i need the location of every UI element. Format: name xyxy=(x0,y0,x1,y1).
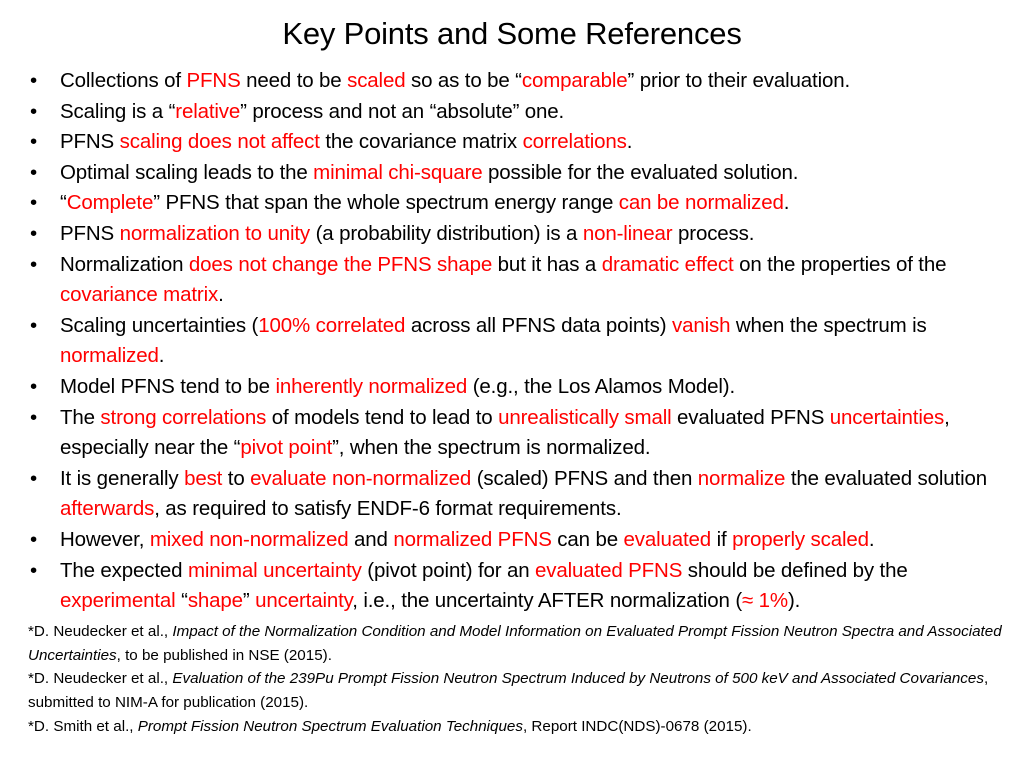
key-point-text: Normalization xyxy=(60,252,189,276)
highlighted-term: normalized PFNS xyxy=(393,527,552,551)
bullet-icon: • xyxy=(30,313,38,337)
highlighted-term: properly scaled xyxy=(732,527,869,551)
references-block xyxy=(28,620,1018,739)
key-point-text: across all PFNS data points) xyxy=(405,313,672,337)
bullet-icon: • xyxy=(30,191,38,215)
reference-text: , to be published in NSE (2015). xyxy=(116,646,332,664)
key-point-text: However, xyxy=(60,527,150,551)
key-point-text: but it has a xyxy=(492,252,602,276)
key-point-text: process. xyxy=(672,221,755,245)
key-point-item xyxy=(30,188,1020,219)
highlighted-term: uncertainties xyxy=(829,405,945,429)
key-point-text: ” xyxy=(242,589,256,613)
key-point-item xyxy=(30,66,1020,97)
key-point-text: . xyxy=(868,527,875,551)
highlighted-term: correlations xyxy=(522,130,627,154)
key-point-text: should be defined by the xyxy=(682,558,908,582)
highlighted-term: mixed non-normalized xyxy=(149,527,349,551)
key-point-item xyxy=(30,127,1020,158)
key-point-text: possible for the evaluated solution. xyxy=(482,160,799,184)
reference-title: Evaluation of the 239Pu Prompt Fission Neutron Spectrum Induced by Neutrons of 500 keV and Associated Covariances xyxy=(172,670,984,688)
key-point-item xyxy=(30,250,1020,311)
highlighted-term: evaluated PFNS xyxy=(535,558,683,582)
highlighted-term: relative xyxy=(175,99,241,123)
highlighted-term: inherently normalized xyxy=(275,374,468,398)
key-point-text: need to be xyxy=(240,69,348,92)
key-point-item xyxy=(30,97,1020,128)
key-point-text: . xyxy=(626,130,633,154)
highlighted-term: ≈ 1% xyxy=(742,589,788,613)
key-point-text: if xyxy=(711,527,733,551)
highlighted-term: pivot point xyxy=(240,436,333,460)
reference-item xyxy=(28,715,1018,739)
highlighted-term: dramatic effect xyxy=(601,252,734,276)
key-point-text: . xyxy=(218,283,224,307)
highlighted-term: shape xyxy=(187,589,243,613)
highlighted-term: comparable xyxy=(521,69,628,92)
key-point-item xyxy=(30,403,1020,464)
key-point-item xyxy=(30,464,1020,525)
highlighted-term: Complete xyxy=(66,191,154,215)
key-point-text: “ xyxy=(60,191,67,215)
highlighted-term: minimal chi-square xyxy=(313,160,483,184)
key-point-text: PFNS xyxy=(60,221,120,245)
bullet-icon: • xyxy=(30,405,38,429)
key-point-item xyxy=(30,372,1020,403)
highlighted-term: non-linear xyxy=(582,221,673,245)
reference-text: , submitted to NIM-A for publication (2015). xyxy=(28,670,989,712)
key-point-item xyxy=(30,219,1020,250)
highlighted-term: minimal uncertainty xyxy=(187,558,368,582)
key-point-text: . xyxy=(158,344,165,368)
key-point-text: Collections of xyxy=(60,69,187,92)
key-point-item xyxy=(30,525,1020,556)
key-point-text: ” prior to their evaluation. xyxy=(627,69,851,92)
key-point-text: and xyxy=(348,527,394,551)
key-point-item xyxy=(30,158,1020,189)
bullet-icon: • xyxy=(30,99,38,123)
key-point-text: , as required to satisfy ENDF-6 format requirements. xyxy=(154,497,622,521)
key-point-text: can be xyxy=(551,527,624,551)
reference-text: *D. Neudecker et al., xyxy=(28,670,173,688)
key-point-text: It is generally xyxy=(60,466,185,490)
key-point-text: when the spectrum is xyxy=(730,313,927,337)
highlighted-term: uncertainty xyxy=(255,589,353,613)
key-point-text: Scaling is a “ xyxy=(60,99,176,123)
highlighted-term: 100% correlated xyxy=(258,313,406,337)
key-point-text: (pivot point) for an xyxy=(367,558,536,582)
key-point-text: (scaled) PFNS and then xyxy=(471,466,698,490)
key-point-text: (a probability distribution) is a xyxy=(310,221,583,245)
key-point-text: ”, when the spectrum is normalized. xyxy=(332,436,651,460)
key-point-text: The expected xyxy=(60,558,188,582)
key-point-text: the evaluated solution xyxy=(785,466,987,490)
highlighted-term: can be normalized xyxy=(618,191,784,215)
highlighted-term: experimental xyxy=(60,589,176,613)
reference-title: Prompt Fission Neutron Spectrum Evaluation Techniques xyxy=(137,717,523,735)
key-point-text: Scaling uncertainties ( xyxy=(60,313,259,337)
highlighted-term: best xyxy=(184,466,223,490)
highlighted-term: evaluated xyxy=(623,527,712,551)
highlighted-term: evaluate non-normalized xyxy=(250,466,472,490)
highlighted-term: afterwards xyxy=(60,497,155,521)
highlighted-term: normalization to unity xyxy=(119,221,311,245)
bullet-icon: • xyxy=(30,252,38,276)
key-point-text: ” process and not an “absolute” one. xyxy=(240,99,565,123)
highlighted-term: does not change the PFNS shape xyxy=(188,252,493,276)
key-point-text: The xyxy=(60,405,101,429)
key-point-item xyxy=(30,311,1020,372)
bullet-icon: • xyxy=(30,160,38,184)
highlighted-term: scaling does not affect xyxy=(119,130,320,154)
bullet-icon: • xyxy=(30,69,38,92)
key-point-text: PFNS xyxy=(60,130,120,154)
highlighted-term: normalize xyxy=(697,466,786,490)
reference-text: *D. Neudecker et al., xyxy=(28,623,173,640)
key-point-text: on the properties of the xyxy=(733,252,947,276)
bullet-icon: • xyxy=(30,466,38,490)
key-point-text: the covariance matrix xyxy=(319,130,523,154)
bullet-icon: • xyxy=(30,221,38,245)
key-point-text: , especially near the “ xyxy=(60,405,950,460)
key-point-text: (e.g., the Los Alamos Model). xyxy=(467,374,736,398)
key-point-text: of models tend to lead to xyxy=(266,405,499,429)
reference-title: Impact of the Normalization Condition and Model Information on Evaluated Prompt Fission Neutron Spectra and Associated Uncertainties xyxy=(28,623,1002,664)
reference-text: *D. Smith et al., xyxy=(28,717,138,735)
highlighted-term: PFNS xyxy=(186,69,241,92)
reference-item xyxy=(28,620,1018,667)
highlighted-term: scaled xyxy=(347,69,406,92)
slide-title: Key Points and Some References xyxy=(282,16,742,51)
key-point-text: ” PFNS that span the whole spectrum energy range xyxy=(153,191,619,215)
key-point-text: ). xyxy=(788,589,801,613)
key-point-text: Model PFNS tend to be xyxy=(60,374,276,398)
reference-item xyxy=(28,667,1018,714)
key-point-text: so as to be “ xyxy=(405,69,522,92)
key-point-text: to xyxy=(222,466,251,490)
reference-text: , Report INDC(NDS)-0678 (2015). xyxy=(522,717,752,735)
highlighted-term: covariance matrix xyxy=(60,283,219,307)
key-point-text: . xyxy=(783,191,790,215)
highlighted-term: unrealistically small xyxy=(498,405,672,429)
highlighted-term: normalized xyxy=(60,344,159,368)
key-point-item xyxy=(30,556,1020,617)
highlighted-term: strong correlations xyxy=(100,405,267,429)
bullet-icon: • xyxy=(30,527,38,551)
bullet-icon: • xyxy=(30,130,38,154)
key-point-text: Optimal scaling leads to the xyxy=(60,160,314,184)
key-points-list xyxy=(30,66,1020,617)
key-point-text: “ xyxy=(175,589,188,613)
highlighted-term: vanish xyxy=(671,313,731,337)
key-point-text: , i.e., the uncertainty AFTER normalization ( xyxy=(352,589,743,613)
key-point-text: evaluated PFNS xyxy=(671,405,830,429)
bullet-icon: • xyxy=(30,374,38,398)
bullet-icon: • xyxy=(30,558,38,582)
